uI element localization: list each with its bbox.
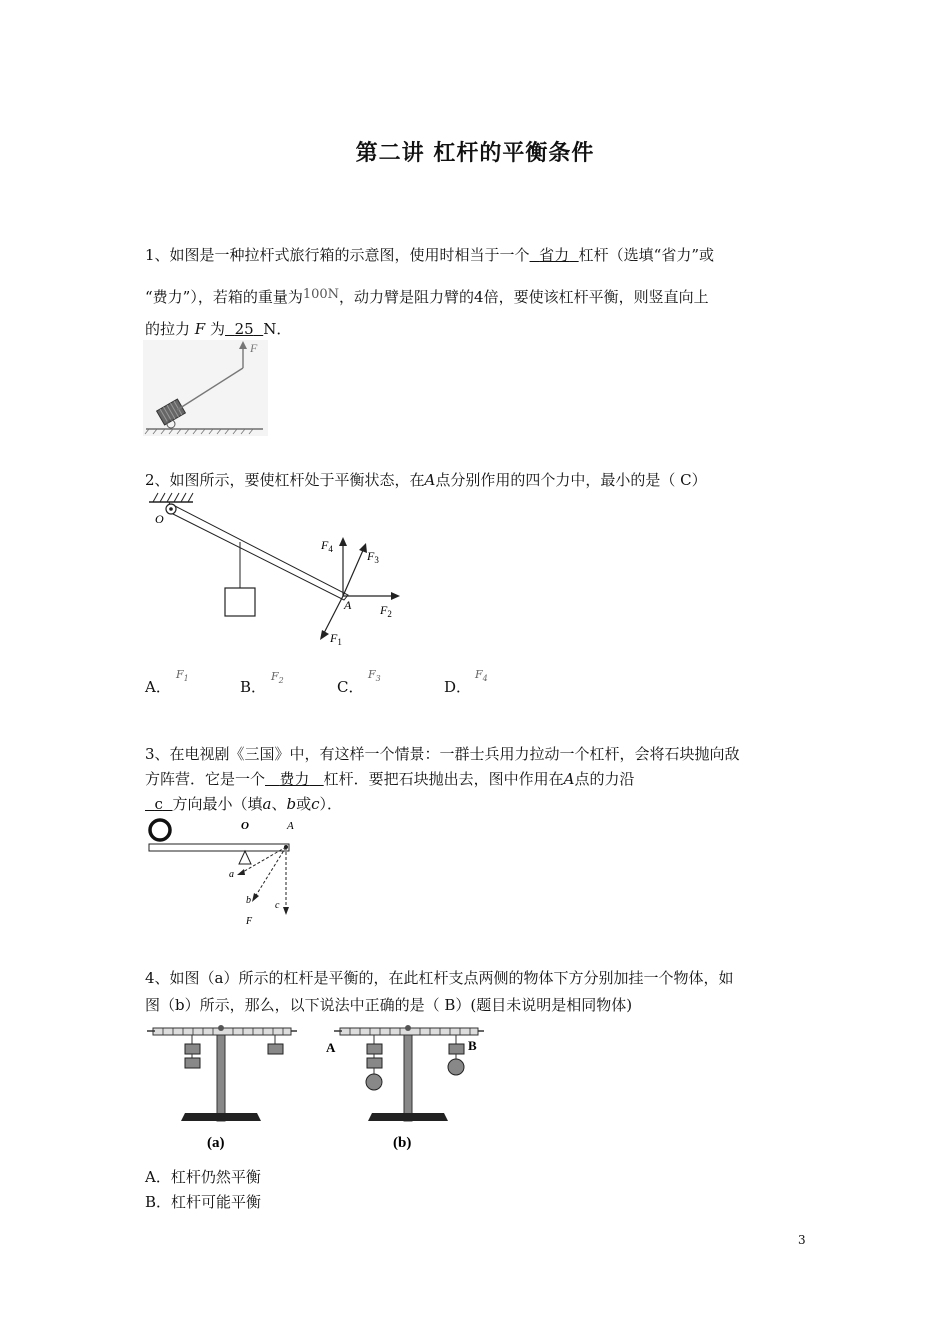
q1-line-2 [145,285,709,307]
force-label: F [250,341,258,355]
q2-stem [145,470,707,490]
caption-a: (a) [207,1135,225,1151]
q3-line-1: 3、在电视剧《三国》中，有这样一个情景：一群士兵用力拉动一个杠杆，会将石块抛向敌 [145,745,740,763]
label-c: c [275,900,280,911]
q2-option-b-value: $F_2$ [271,670,284,686]
q1-line-3 [145,319,291,339]
weight-right [449,1044,464,1054]
q2-point: A [424,471,436,489]
weight-left-1 [185,1044,200,1054]
force-f1-line [323,596,343,635]
fulcrum [239,851,251,864]
q3-opt-b: b [286,795,297,813]
q1-text: 为 [210,320,226,338]
q2-option-c: C． [337,678,364,696]
q3-answer-2: c [154,795,163,813]
force-c-head [283,907,289,915]
force-f3-line [343,548,364,596]
q3-line-2 [145,769,635,789]
q2-option-d-value: $F_4$ [475,668,488,684]
q2-option-d: D． [444,678,472,696]
q4-option-b: B．杠杆可能平衡 [145,1193,262,1211]
pivot-label: O [155,512,164,526]
q2-option-a-value: $F_1$ [176,668,189,684]
q3-sep: 或 [296,795,312,813]
stand-base [181,1113,261,1121]
caption-b: (b) [393,1135,412,1151]
fulcrum-label: O [241,820,249,832]
q1-answer-1: 省力 [539,246,570,264]
catapult-lever [149,844,289,851]
q2-option-b: B． [240,678,267,696]
q4-figure-b [322,1022,492,1152]
label-b: B [468,1038,477,1053]
q3-sep: 、 [271,795,287,813]
q4-line-1: 4、如图（a）所示的杠杆是平衡的，在此杠杆支点两侧的物体下方分别加挂一个物体，如 [145,969,734,987]
point-a-label: A [287,820,294,832]
q1-answer-2: 25 [234,320,254,338]
q3-line-3 [145,794,342,814]
q4-option-a: A．杠杆仍然平衡 [145,1168,261,1186]
pivot-center [169,507,173,511]
q2-lever-figure [145,490,405,650]
label-f: F [246,916,253,927]
force-f2-head [391,592,400,600]
page-title: 第二讲 杠杆的平衡条件 [355,141,595,166]
q3-opt-c: c [311,795,320,813]
label-a: A [326,1040,336,1055]
q2-option-a: A． [145,678,171,696]
lever-bar [169,505,348,600]
q3-opt-a: a [262,795,272,813]
q3-catapult-figure [145,815,315,930]
force-f4-head [339,537,347,546]
stand-pole [404,1035,412,1121]
force-b-head [252,893,259,902]
q1-luggage-figure [143,340,268,436]
label-f3: $F_3$ [367,549,379,565]
weight-left-2 [367,1058,382,1068]
q4-line-2: 图（b）所示，那么，以下说法中正确的是（ B）(题目未说明是相同物体) [145,996,633,1014]
hanging-weight [225,588,255,616]
label-f4: $F_4$ [321,538,333,554]
q3-answer-1: 费力 [279,770,310,788]
q1-text: 的拉力 [145,320,191,338]
ceiling-hatching [153,493,193,502]
q2-option-c-value: $F_3$ [368,668,381,684]
weight-left-2 [185,1058,200,1068]
q1-text: N． [263,320,292,338]
q1-text: 杠杆（选填“省力”或 [578,246,714,264]
page-number: 3 [798,1233,806,1247]
q1-text: “费力”），若箱的重量为 [145,288,303,306]
q2-text: 2、如图所示，要使杠杆处于平衡状态，在 [145,471,425,489]
q3-text: 杠杆．要把石块抛出去，图中作用在 [323,770,564,788]
label-f2: $F_2$ [380,603,392,619]
label-a: A [344,598,352,612]
q3-point: A [563,770,575,788]
force-a-head [237,869,245,875]
pivot [218,1025,224,1031]
force-f1-head [320,630,329,640]
ball-right [448,1059,464,1075]
stone [150,820,170,840]
q2-text: 点分别作用的四个力中，最小的是（ C） [435,471,707,489]
label-f1: $F_1$ [330,631,342,647]
q4-figure-a [145,1022,305,1152]
force-b-line [255,847,286,897]
weight-left-1 [367,1044,382,1054]
q3-text: 方向最小（填 [172,795,263,813]
stand-base [368,1113,448,1121]
q3-text: 方阵营．它是一个 [145,770,266,788]
q1-force-symbol: F [194,320,206,338]
label-a: a [229,869,234,880]
stand-pole [217,1035,225,1121]
q1-text: 1、如图是一种拉杆式旅行箱的示意图，使用时相当于一个 [145,246,530,264]
pivot [405,1025,411,1031]
label-b: b [246,895,251,906]
q3-text: 点的力沿 [574,770,635,788]
q1-line-1 [145,245,714,265]
q1-text: ，动力臂是阻力臂的4倍，要使该杠杆平衡，则竖直向上 [339,288,709,306]
ball-left [366,1074,382,1090]
q1-weight: 100N [302,287,340,302]
q3-text: ）． [319,795,343,813]
weight-right [268,1044,283,1054]
force-f3-head [359,543,367,553]
